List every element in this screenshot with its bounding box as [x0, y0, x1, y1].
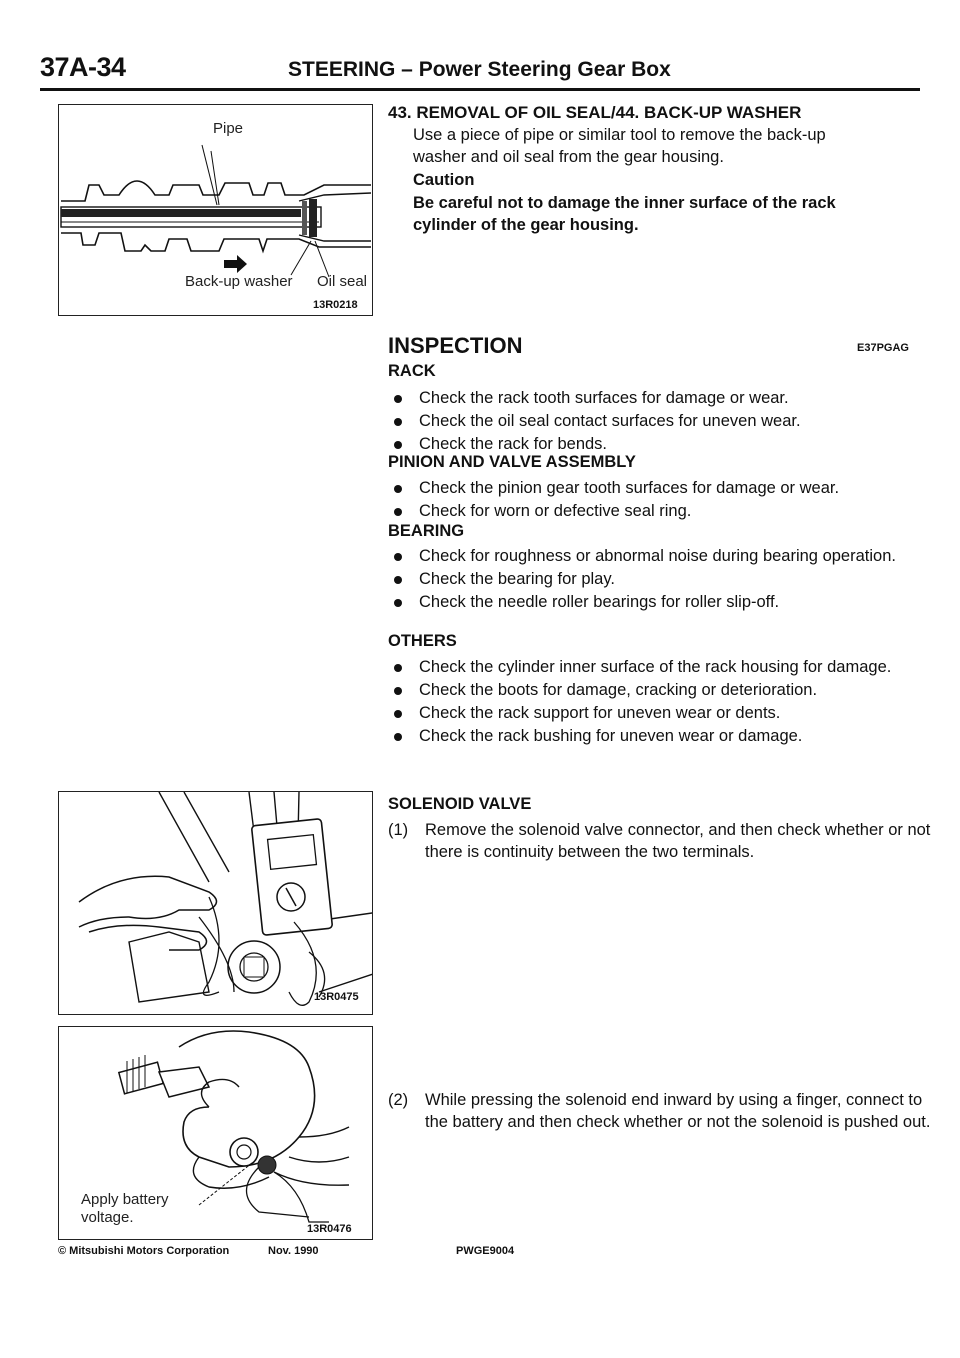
label-voltage: voltage.: [81, 1209, 134, 1226]
page-number: 37A-34: [40, 52, 126, 82]
figure-battery-check: [58, 1026, 373, 1240]
bullet: [394, 485, 402, 493]
step-number: (1): [388, 821, 409, 839]
list-item: Check the needle roller bearings for roller slip-off.: [388, 592, 908, 613]
caution-line1: Be careful not to damage the inner surface of the rack: [413, 194, 836, 212]
list-item: Check the boots for damage, cracking or deterioration.: [388, 680, 908, 701]
solenoid-step-1: [388, 819, 945, 863]
label-apply-battery: Apply battery: [81, 1191, 169, 1208]
rack-heading: RACK: [388, 362, 436, 380]
figure-oil-seal-removal: [58, 104, 373, 316]
bearing-heading: BEARING: [388, 522, 465, 540]
caution-heading: Caution: [413, 171, 475, 189]
pinion-list: [388, 478, 918, 524]
rack-list: [388, 388, 918, 457]
figure-code: 13R0218: [313, 299, 358, 311]
solenoid-heading: SOLENOID VALVE: [388, 795, 532, 813]
bullet: [394, 441, 402, 449]
bullet: [394, 664, 402, 672]
footer-date: Nov. 1990: [268, 1245, 319, 1257]
bullet: [394, 710, 402, 718]
figure-continuity-check: [58, 791, 373, 1015]
removal-text-line1: Use a piece of pipe or similar tool to remove the back-up: [413, 126, 826, 144]
bullet: [394, 733, 402, 741]
bullet: [394, 687, 402, 695]
step-number: (2): [388, 1091, 409, 1109]
others-list: [388, 657, 908, 749]
pinion-heading: PINION AND VALVE ASSEMBLY: [388, 453, 636, 471]
list-item: Check the cylinder inner surface of the rack housing for damage.: [388, 657, 908, 678]
label-back-up-washer: Back-up washer: [185, 273, 293, 290]
bullet: [394, 395, 402, 403]
step-text: Remove the solenoid valve connector, and then check whether or not there is continuity between the two terminals.: [425, 821, 931, 861]
bullet: [394, 599, 402, 607]
list-item: Check for worn or defective seal ring.: [388, 501, 918, 522]
removal-heading: 43. REMOVAL OF OIL SEAL/44. BACK-UP WASHER: [388, 103, 802, 122]
bullet: [394, 418, 402, 426]
page-title: STEERING – Power Steering Gear Box: [288, 58, 671, 81]
bullet: [394, 553, 402, 561]
bullet: [394, 576, 402, 584]
list-item: Check the oil seal contact surfaces for uneven wear.: [388, 411, 918, 432]
figure-code: 13R0475: [314, 991, 359, 1003]
inspection-heading: INSPECTION: [388, 333, 523, 358]
label-pipe: Pipe: [213, 120, 244, 137]
bearing-list: [388, 546, 908, 615]
solenoid-step-2: [388, 1089, 945, 1133]
list-item: Check the rack for bends.: [388, 434, 918, 455]
caution-line2: cylinder of the gear housing.: [413, 216, 639, 234]
step-text: While pressing the solenoid end inward by using a finger, connect to the battery and then check whether or not the solenoid is pushed out.: [425, 1091, 931, 1131]
list-item: Check the bearing for play.: [388, 569, 908, 590]
footer-code: PWGE9004: [456, 1245, 515, 1257]
list-item: Check the rack bushing for uneven wear or damage.: [388, 726, 908, 747]
removal-text-line2: washer and oil seal from the gear housing.: [413, 148, 724, 166]
list-item: Check for roughness or abnormal noise during bearing operation.: [388, 546, 908, 567]
figure-code: 13R0476: [307, 1223, 352, 1235]
others-heading: OTHERS: [388, 632, 457, 650]
list-item: Check the pinion gear tooth surfaces for damage or wear.: [388, 478, 918, 499]
list-item: Check the rack tooth surfaces for damage or wear.: [388, 388, 918, 409]
header-rule: [40, 88, 920, 91]
label-oil-seal: Oil seal: [317, 273, 368, 290]
continuity-check-illustration: [59, 792, 372, 1014]
list-item: Check the rack support for uneven wear or dents.: [388, 703, 908, 724]
footer-copyright: © Mitsubishi Motors Corporation: [58, 1245, 230, 1257]
bullet: [394, 508, 402, 516]
inspection-code: E37PGAG: [857, 342, 909, 354]
